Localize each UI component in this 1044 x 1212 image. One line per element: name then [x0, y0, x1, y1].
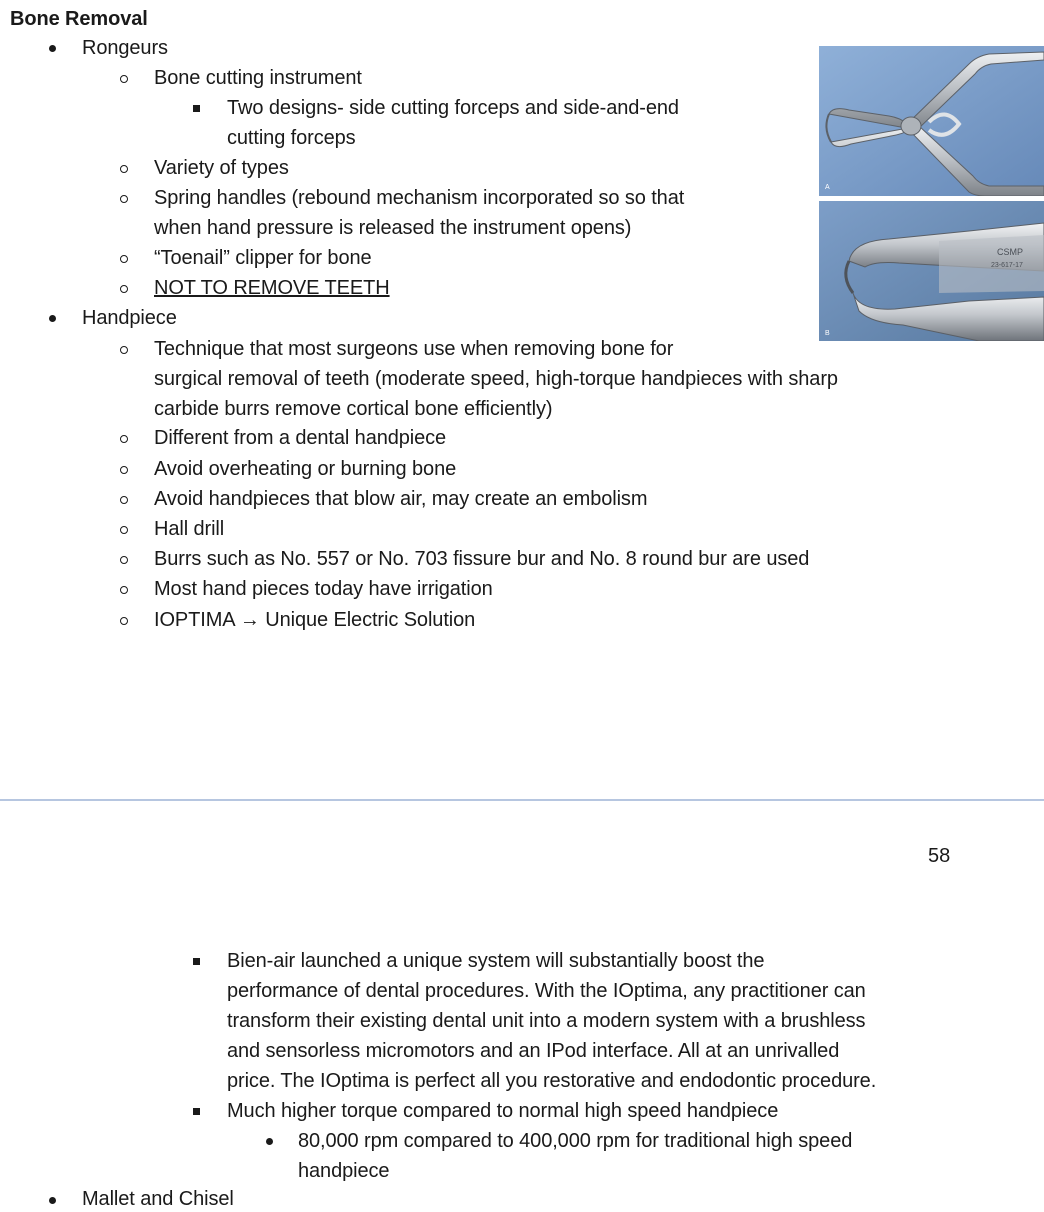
bullet-circle — [120, 586, 128, 594]
list-item: Two designs- side cutting forceps and side-and-end — [227, 97, 679, 119]
list-item: Burrs such as No. 557 or No. 703 fissure bur and No. 8 round bur are used — [154, 548, 810, 570]
bullet-disc — [49, 1197, 56, 1204]
list-item: Much higher torque compared to normal high speed handpiece — [227, 1100, 779, 1122]
list-item-continuation: price. The IOptima is perfect all you restorative and endodontic procedure. — [227, 1070, 877, 1092]
list-item-continuation: performance of dental procedures. With the IOptima, any practitioner can — [227, 980, 866, 1002]
bullet-square — [193, 1108, 200, 1115]
list-item-handpiece: Handpiece — [82, 307, 177, 329]
engraving-text-1: CSMP — [997, 247, 1024, 257]
list-item: IOPTIMA → Unique Electric Solution — [154, 609, 476, 631]
bullet-circle — [120, 75, 128, 83]
rongeur-photo-b — [819, 201, 1044, 341]
page-number: 58 — [928, 845, 951, 867]
bullet-circle — [120, 466, 128, 474]
list-item: 80,000 rpm compared to 400,000 rpm for traditional high speed — [298, 1130, 853, 1152]
bullet-circle — [120, 346, 128, 354]
section-heading: Bone Removal — [10, 8, 148, 30]
list-item-rongeurs: Rongeurs — [82, 37, 168, 59]
list-item: Most hand pieces today have irrigation — [154, 578, 493, 600]
list-item: Bien-air launched a unique system will substantially boost the — [227, 950, 765, 972]
bullet-disc — [49, 315, 56, 322]
bullet-square — [193, 958, 200, 965]
bullet-circle — [120, 556, 128, 564]
bullet-circle — [120, 435, 128, 443]
bullet-circle — [120, 526, 128, 534]
list-item: Technique that most surgeons use when removing bone for — [154, 338, 674, 360]
bullet-circle — [120, 255, 128, 263]
list-item-continuation: carbide burrs remove cortical bone efficiently) — [154, 398, 553, 420]
list-item-continuation: transform their existing dental unit into a modern system with a brushless — [227, 1010, 866, 1032]
bullet-circle — [120, 496, 128, 504]
list-item: Different from a dental handpiece — [154, 427, 447, 449]
list-item-continuation: surgical removal of teeth (moderate speed, high-torque handpieces with sharp — [154, 368, 838, 390]
bullet-circle — [120, 285, 128, 293]
list-item: “Toenail” clipper for bone — [154, 247, 372, 269]
list-item-continuation: handpiece — [298, 1160, 390, 1182]
figure-label-b: B — [825, 330, 830, 337]
list-item-continuation: cutting forceps — [227, 127, 356, 149]
list-item-underlined: NOT TO REMOVE TEETH — [154, 277, 390, 299]
bullet-disc — [266, 1138, 273, 1145]
bullet-circle — [120, 195, 128, 203]
list-item: Hall drill — [154, 518, 225, 540]
figure-label-a: A — [825, 184, 830, 191]
bullet-circle — [120, 165, 128, 173]
list-item: Bone cutting instrument — [154, 67, 362, 89]
list-item-continuation: when hand pressure is released the instrument opens) — [154, 217, 632, 239]
bullet-circle — [120, 617, 128, 625]
bullet-disc — [49, 45, 56, 52]
list-item-mallet-chisel: Mallet and Chisel — [82, 1188, 234, 1210]
engraving-text-2: 23-617-17 — [991, 262, 1023, 269]
rongeur-photo-a — [819, 46, 1044, 196]
list-item: Avoid overheating or burning bone — [154, 458, 457, 480]
page-divider — [0, 799, 1044, 801]
list-item: Variety of types — [154, 157, 289, 179]
list-item-continuation: and sensorless micromotors and an IPod interface. All at an unrivalled — [227, 1040, 840, 1062]
bullet-square — [193, 105, 200, 112]
list-item: Avoid handpieces that blow air, may create an embolism — [154, 488, 648, 510]
list-item: Spring handles (rebound mechanism incorporated so so that — [154, 187, 685, 209]
